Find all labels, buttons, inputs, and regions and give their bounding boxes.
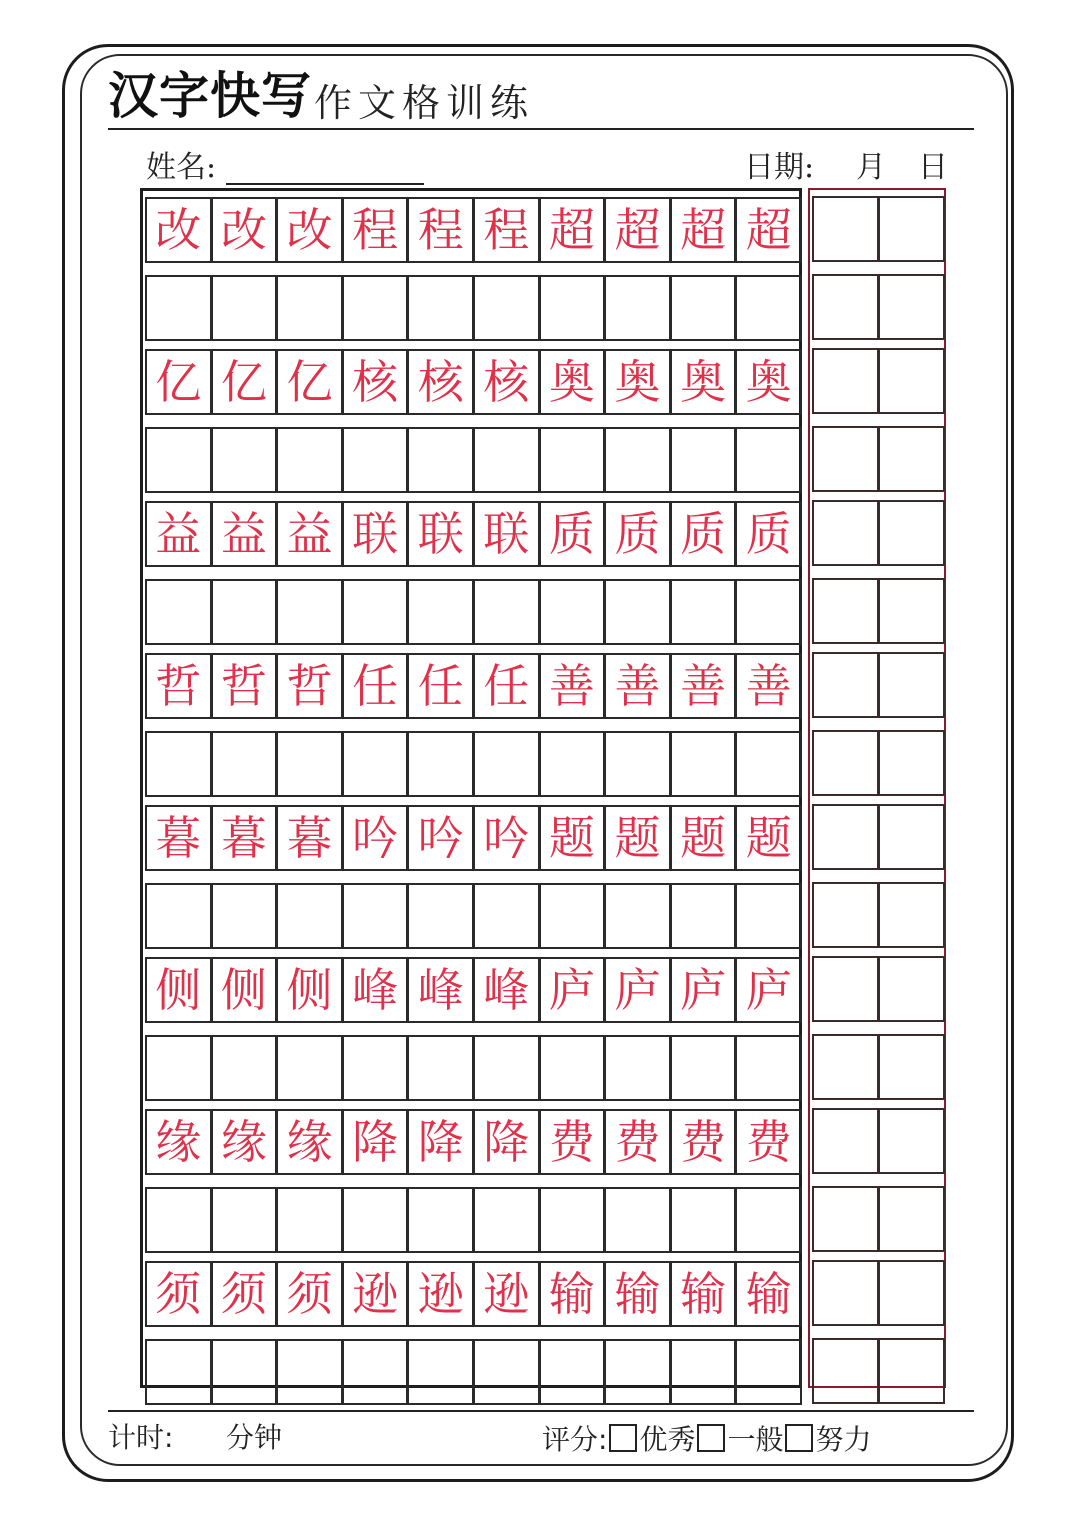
side-writing-cell[interactable] (812, 1186, 879, 1252)
blank-writing-cell[interactable] (604, 1339, 671, 1405)
practice-character: 改 (220, 203, 267, 257)
practice-character: 质 (680, 507, 727, 561)
practice-character: 缘 (155, 1115, 202, 1169)
practice-character: 须 (220, 1267, 267, 1321)
char-cell (342, 1109, 409, 1175)
blank-writing-cell[interactable] (276, 579, 343, 645)
char-cell (276, 957, 343, 1023)
blank-writing-cell[interactable] (604, 275, 671, 341)
name-label: 姓名: (146, 150, 217, 185)
blank-writing-cell[interactable] (473, 427, 540, 493)
blank-writing-cell[interactable] (735, 731, 802, 797)
char-cell (735, 349, 802, 415)
char-cell (407, 653, 474, 719)
practice-character: 超 (614, 203, 661, 257)
practice-character: 联 (417, 507, 464, 561)
footer-divider (108, 1410, 974, 1412)
char-cell (670, 805, 737, 871)
blank-writing-cell[interactable] (604, 731, 671, 797)
char-cell (276, 349, 343, 415)
char-cell (342, 957, 409, 1023)
blank-writing-cell[interactable] (539, 579, 606, 645)
side-writing-cell[interactable] (878, 426, 945, 492)
practice-character: 输 (680, 1267, 727, 1321)
side-writing-cell[interactable] (812, 578, 879, 644)
char-cell (539, 957, 606, 1023)
practice-character: 暮 (220, 811, 267, 865)
blank-writing-cell[interactable] (276, 883, 343, 949)
practice-character: 质 (548, 507, 595, 561)
practice-character: 降 (483, 1115, 530, 1169)
char-cell (735, 501, 802, 567)
char-cell (735, 197, 802, 263)
blank-writing-cell[interactable] (473, 883, 540, 949)
char-cell (342, 805, 409, 871)
practice-character: 侧 (220, 963, 267, 1017)
practice-character: 改 (286, 203, 333, 257)
practice-character: 暮 (286, 811, 333, 865)
excellent-label: 优秀 (639, 1423, 696, 1456)
practice-character: 奥 (548, 355, 595, 409)
practice-character: 题 (614, 811, 661, 865)
practice-character: 益 (155, 507, 202, 561)
average-checkbox[interactable] (697, 1424, 725, 1452)
char-cell (670, 1261, 737, 1327)
char-cell (342, 1261, 409, 1327)
blank-writing-cell[interactable] (539, 883, 606, 949)
blank-writing-cell[interactable] (735, 1187, 802, 1253)
blank-writing-cell[interactable] (342, 731, 409, 797)
blank-writing-cell[interactable] (670, 427, 737, 493)
practice-character: 输 (745, 1267, 792, 1321)
blank-writing-cell[interactable] (276, 275, 343, 341)
side-writing-cell[interactable] (812, 500, 879, 566)
side-writing-cell[interactable] (812, 1034, 879, 1100)
practice-character: 缘 (286, 1115, 333, 1169)
char-cell (276, 501, 343, 567)
practice-character: 程 (417, 203, 464, 257)
char-cell (670, 501, 737, 567)
blank-writing-cell[interactable] (276, 1339, 343, 1405)
side-writing-cell[interactable] (812, 804, 879, 870)
char-cell (473, 349, 540, 415)
practice-character: 降 (417, 1115, 464, 1169)
practice-character: 任 (483, 659, 530, 713)
blank-writing-cell[interactable] (407, 427, 474, 493)
blank-writing-cell[interactable] (407, 1035, 474, 1101)
char-cell (276, 1261, 343, 1327)
blank-writing-cell[interactable] (276, 427, 343, 493)
blank-writing-cell[interactable] (735, 427, 802, 493)
blank-writing-cell[interactable] (604, 883, 671, 949)
blank-writing-cell[interactable] (539, 1187, 606, 1253)
char-cell (407, 805, 474, 871)
char-cell (342, 197, 409, 263)
practice-character: 哲 (155, 659, 202, 713)
side-writing-cell[interactable] (878, 882, 945, 948)
char-cell (539, 653, 606, 719)
practice-character: 须 (155, 1267, 202, 1321)
char-cell (604, 805, 671, 871)
side-writing-cell[interactable] (812, 196, 879, 262)
char-cell (670, 197, 737, 263)
blank-writing-cell[interactable] (735, 1035, 802, 1101)
practice-character: 缘 (220, 1115, 267, 1169)
practice-character: 输 (548, 1267, 595, 1321)
blank-writing-cell[interactable] (276, 731, 343, 797)
char-cell (473, 653, 540, 719)
char-cell (473, 1261, 540, 1327)
blank-writing-cell[interactable] (670, 731, 737, 797)
blank-writing-cell[interactable] (735, 579, 802, 645)
blank-writing-cell[interactable] (407, 275, 474, 341)
side-writing-cell[interactable] (812, 1260, 879, 1326)
char-cell (735, 1109, 802, 1175)
practice-character: 庐 (680, 963, 727, 1017)
practice-character: 益 (220, 507, 267, 561)
practice-character: 输 (614, 1267, 661, 1321)
char-cell (670, 957, 737, 1023)
side-writing-cell[interactable] (812, 426, 879, 492)
side-writing-cell[interactable] (878, 196, 945, 262)
char-cell (145, 197, 212, 263)
char-cell (604, 501, 671, 567)
practice-character: 程 (352, 203, 399, 257)
practice-character: 善 (548, 659, 595, 713)
blank-writing-cell[interactable] (145, 883, 212, 949)
blank-writing-cell[interactable] (407, 883, 474, 949)
blank-writing-cell[interactable] (735, 1339, 802, 1405)
char-cell (473, 501, 540, 567)
blank-writing-cell[interactable] (604, 579, 671, 645)
practice-character: 核 (417, 355, 464, 409)
char-cell (145, 1261, 212, 1327)
side-writing-cell[interactable] (878, 730, 945, 796)
blank-writing-cell[interactable] (342, 1035, 409, 1101)
blank-writing-cell[interactable] (342, 1339, 409, 1405)
practice-character: 侧 (155, 963, 202, 1017)
practice-character: 联 (483, 507, 530, 561)
side-writing-cell[interactable] (812, 730, 879, 796)
char-cell (473, 197, 540, 263)
char-cell (670, 653, 737, 719)
char-cell (604, 349, 671, 415)
practice-character: 峰 (352, 963, 399, 1017)
char-cell (211, 1109, 278, 1175)
blank-writing-cell[interactable] (473, 579, 540, 645)
practice-character: 联 (352, 507, 399, 561)
blank-writing-cell[interactable] (276, 1187, 343, 1253)
practice-character: 暮 (155, 811, 202, 865)
side-writing-cell[interactable] (878, 1260, 945, 1326)
blank-writing-cell[interactable] (211, 1339, 278, 1405)
side-writing-cell[interactable] (812, 274, 879, 340)
timer-label: 计时: (108, 1421, 174, 1454)
date-label: 日期: (744, 150, 815, 185)
side-writing-cell[interactable] (878, 652, 945, 718)
blank-writing-cell[interactable] (670, 579, 737, 645)
worksheet-subtitle: 作文格训练 (314, 81, 535, 125)
practice-character: 奥 (614, 355, 661, 409)
side-writing-cell[interactable] (812, 1338, 879, 1404)
practice-character: 须 (286, 1267, 333, 1321)
blank-writing-cell[interactable] (473, 1187, 540, 1253)
blank-writing-cell[interactable] (342, 275, 409, 341)
practice-character: 费 (548, 1115, 595, 1169)
practice-character: 超 (745, 203, 792, 257)
practice-character: 善 (680, 659, 727, 713)
blank-writing-cell[interactable] (539, 427, 606, 493)
blank-writing-cell[interactable] (604, 1035, 671, 1101)
blank-writing-cell[interactable] (211, 731, 278, 797)
practice-character: 吟 (352, 811, 399, 865)
month-label: 月 (856, 150, 886, 185)
char-cell (211, 957, 278, 1023)
practice-character: 程 (483, 203, 530, 257)
blank-writing-cell[interactable] (407, 579, 474, 645)
side-writing-cell[interactable] (878, 500, 945, 566)
practice-character: 超 (548, 203, 595, 257)
char-cell (670, 1109, 737, 1175)
header-divider (108, 128, 974, 130)
minutes-label: 分钟 (226, 1421, 283, 1454)
blank-writing-cell[interactable] (604, 1187, 671, 1253)
practice-character: 峰 (483, 963, 530, 1017)
practice-character: 奥 (745, 355, 792, 409)
blank-writing-cell[interactable] (342, 427, 409, 493)
char-cell (211, 501, 278, 567)
char-cell (145, 653, 212, 719)
effort-checkbox[interactable] (785, 1424, 813, 1452)
score-label: 评分: (542, 1423, 608, 1456)
practice-character: 庐 (745, 963, 792, 1017)
blank-writing-cell[interactable] (276, 1035, 343, 1101)
blank-writing-cell[interactable] (539, 1035, 606, 1101)
char-cell (145, 957, 212, 1023)
practice-character: 庐 (548, 963, 595, 1017)
day-label: 日 (918, 150, 948, 185)
side-writing-cell[interactable] (878, 578, 945, 644)
practice-character: 善 (745, 659, 792, 713)
practice-character: 奥 (680, 355, 727, 409)
practice-character: 改 (155, 203, 202, 257)
practice-character: 庐 (614, 963, 661, 1017)
blank-writing-cell[interactable] (407, 731, 474, 797)
blank-writing-cell[interactable] (735, 883, 802, 949)
practice-character: 逊 (352, 1267, 399, 1321)
blank-writing-cell[interactable] (145, 1339, 212, 1405)
blank-writing-cell[interactable] (145, 1035, 212, 1101)
practice-character: 任 (352, 659, 399, 713)
blank-writing-cell[interactable] (670, 1187, 737, 1253)
effort-label: 努力 (815, 1423, 872, 1456)
blank-writing-cell[interactable] (145, 731, 212, 797)
side-writing-cell[interactable] (878, 1186, 945, 1252)
char-cell (276, 653, 343, 719)
worksheet-title: 汉字快写 (108, 67, 312, 125)
side-writing-cell[interactable] (878, 1338, 945, 1404)
char-cell (539, 805, 606, 871)
blank-writing-cell[interactable] (342, 883, 409, 949)
practice-character: 题 (745, 811, 792, 865)
blank-writing-cell[interactable] (407, 1339, 474, 1405)
side-writing-cell[interactable] (878, 804, 945, 870)
practice-character: 降 (352, 1115, 399, 1169)
side-writing-cell[interactable] (812, 956, 879, 1022)
char-cell (539, 1109, 606, 1175)
side-writing-cell[interactable] (878, 956, 945, 1022)
practice-character: 吟 (483, 811, 530, 865)
side-writing-cell[interactable] (812, 652, 879, 718)
blank-writing-cell[interactable] (539, 275, 606, 341)
blank-writing-cell[interactable] (670, 1339, 737, 1405)
practice-character: 善 (614, 659, 661, 713)
practice-character: 费 (614, 1115, 661, 1169)
blank-writing-cell[interactable] (539, 1339, 606, 1405)
blank-writing-cell[interactable] (670, 883, 737, 949)
blank-writing-cell[interactable] (473, 1035, 540, 1101)
char-cell (407, 957, 474, 1023)
blank-writing-cell[interactable] (670, 275, 737, 341)
side-practice-grid (808, 188, 946, 1388)
blank-writing-cell[interactable] (604, 427, 671, 493)
blank-writing-cell[interactable] (211, 1187, 278, 1253)
char-cell (539, 197, 606, 263)
char-cell (539, 501, 606, 567)
blank-writing-cell[interactable] (670, 1035, 737, 1101)
char-cell (407, 197, 474, 263)
char-cell (604, 1109, 671, 1175)
char-cell (211, 349, 278, 415)
char-cell (539, 349, 606, 415)
excellent-checkbox[interactable] (609, 1424, 637, 1452)
side-writing-cell[interactable] (878, 1034, 945, 1100)
char-cell (407, 1109, 474, 1175)
writing-grid (140, 188, 802, 1388)
char-cell (145, 349, 212, 415)
char-cell (211, 1261, 278, 1327)
practice-character: 费 (745, 1115, 792, 1169)
char-cell (407, 349, 474, 415)
practice-character: 质 (614, 507, 661, 561)
char-cell (342, 349, 409, 415)
char-cell (473, 805, 540, 871)
char-cell (342, 653, 409, 719)
char-cell (145, 501, 212, 567)
practice-character: 核 (483, 355, 530, 409)
blank-writing-cell[interactable] (145, 579, 212, 645)
practice-character: 亿 (155, 355, 202, 409)
char-cell (539, 1261, 606, 1327)
blank-writing-cell[interactable] (735, 275, 802, 341)
char-cell (276, 805, 343, 871)
blank-writing-cell[interactable] (473, 731, 540, 797)
practice-character: 亿 (286, 355, 333, 409)
char-cell (670, 349, 737, 415)
practice-character: 题 (680, 811, 727, 865)
blank-writing-cell[interactable] (145, 427, 212, 493)
side-writing-cell[interactable] (812, 882, 879, 948)
practice-character: 亿 (220, 355, 267, 409)
practice-character: 超 (680, 203, 727, 257)
char-cell (342, 501, 409, 567)
practice-character: 核 (352, 355, 399, 409)
side-writing-cell[interactable] (878, 1108, 945, 1174)
practice-character: 益 (286, 507, 333, 561)
blank-writing-cell[interactable] (145, 275, 212, 341)
char-cell (407, 501, 474, 567)
practice-character: 逊 (417, 1267, 464, 1321)
practice-character: 任 (417, 659, 464, 713)
blank-writing-cell[interactable] (211, 579, 278, 645)
side-writing-cell[interactable] (878, 348, 945, 414)
char-cell (735, 653, 802, 719)
char-cell (604, 1261, 671, 1327)
practice-character: 侧 (286, 963, 333, 1017)
practice-character: 费 (680, 1115, 727, 1169)
practice-character: 峰 (417, 963, 464, 1017)
blank-writing-cell[interactable] (342, 579, 409, 645)
char-cell (735, 1261, 802, 1327)
char-cell (145, 805, 212, 871)
blank-writing-cell[interactable] (473, 275, 540, 341)
char-cell (473, 1109, 540, 1175)
score-section (542, 1420, 871, 1456)
char-cell (473, 957, 540, 1023)
char-cell (735, 957, 802, 1023)
side-writing-cell[interactable] (878, 274, 945, 340)
side-writing-cell[interactable] (812, 348, 879, 414)
blank-writing-cell[interactable] (539, 731, 606, 797)
blank-writing-cell[interactable] (211, 275, 278, 341)
name-field[interactable] (226, 183, 424, 185)
blank-writing-cell[interactable] (473, 1339, 540, 1405)
practice-character: 题 (548, 811, 595, 865)
side-writing-cell[interactable] (812, 1108, 879, 1174)
practice-character: 哲 (220, 659, 267, 713)
practice-character: 吟 (417, 811, 464, 865)
practice-character: 哲 (286, 659, 333, 713)
char-cell (145, 1109, 212, 1175)
average-label: 一般 (727, 1423, 784, 1456)
char-cell (604, 197, 671, 263)
char-cell (735, 805, 802, 871)
char-cell (276, 197, 343, 263)
blank-writing-cell[interactable] (145, 1187, 212, 1253)
practice-character: 逊 (483, 1267, 530, 1321)
blank-writing-cell[interactable] (342, 1187, 409, 1253)
char-cell (211, 653, 278, 719)
char-cell (604, 957, 671, 1023)
char-cell (211, 197, 278, 263)
blank-writing-cell[interactable] (407, 1187, 474, 1253)
practice-character: 质 (745, 507, 792, 561)
blank-writing-cell[interactable] (211, 883, 278, 949)
char-cell (604, 653, 671, 719)
char-cell (211, 805, 278, 871)
blank-writing-cell[interactable] (211, 427, 278, 493)
char-cell (276, 1109, 343, 1175)
char-cell (407, 1261, 474, 1327)
blank-writing-cell[interactable] (211, 1035, 278, 1101)
